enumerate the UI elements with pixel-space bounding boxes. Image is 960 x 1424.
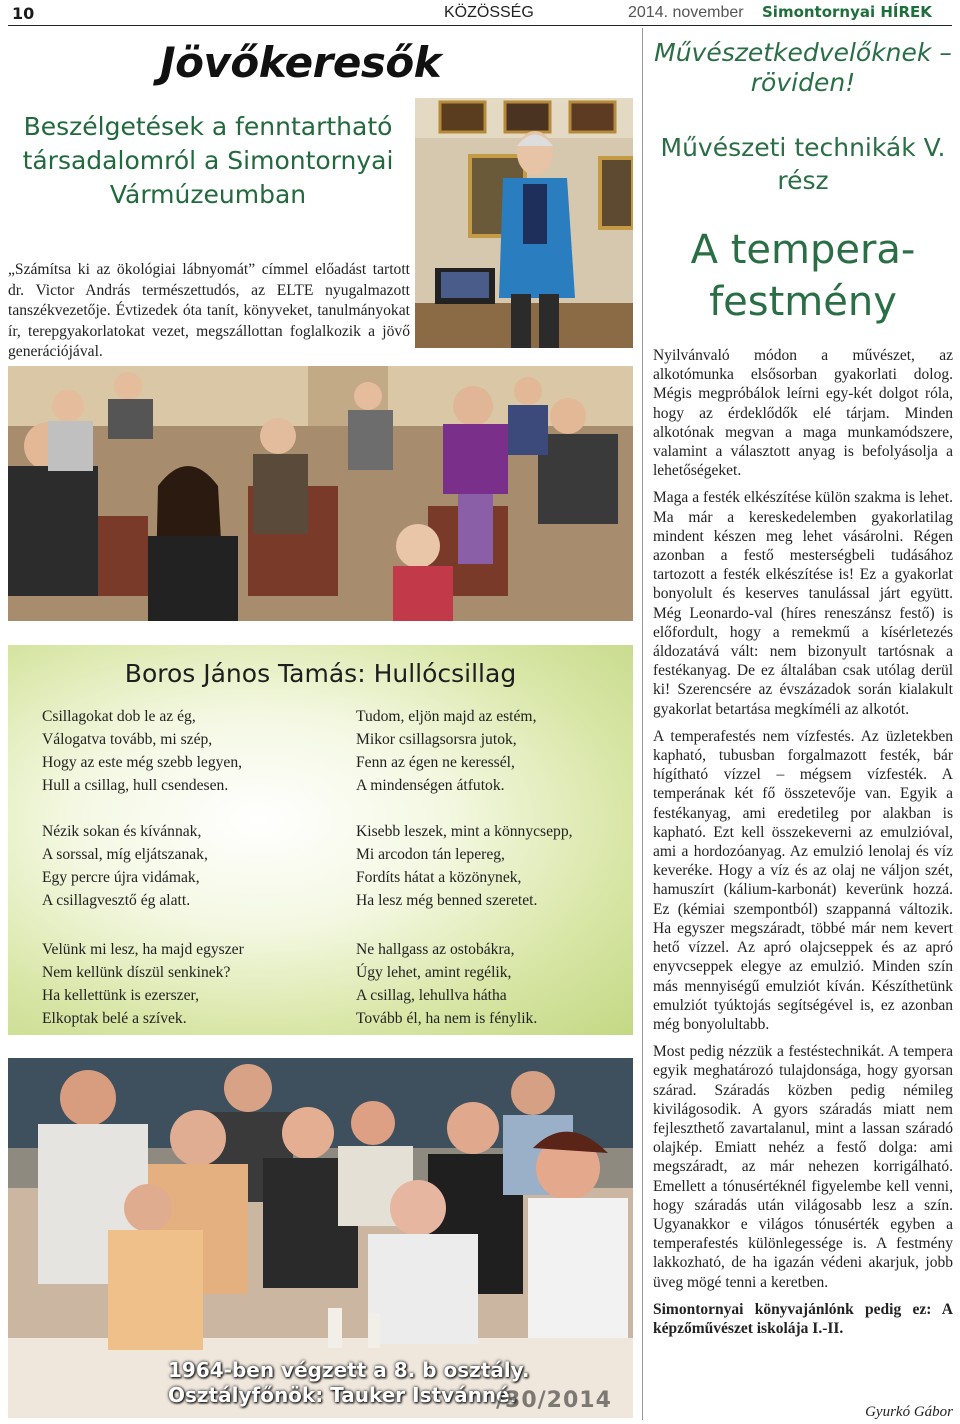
poem-line: Tudom, eljön majd az estém, xyxy=(356,708,537,725)
poem-stanza xyxy=(356,938,537,1030)
page-number: 10 xyxy=(12,4,35,23)
poem-stanza xyxy=(356,705,536,797)
poem-line: Elkoptak belé a szívek. xyxy=(42,1010,187,1027)
poem-line: A sorssal, míg eljátszanak, xyxy=(42,846,208,863)
art-body xyxy=(653,346,953,1346)
page-header xyxy=(8,0,952,26)
issue-date: 2014. november xyxy=(628,4,744,21)
caption-line: Osztályfőnök: Tauker Istvánné. xyxy=(168,1383,518,1407)
author-name: Gyurkó Gábor xyxy=(865,1404,953,1420)
poem-line: Hogy az este még szebb legyen, xyxy=(42,754,243,771)
class-reunion-photo xyxy=(8,1058,633,1418)
poem-line: A csillagvesztő ég alatt. xyxy=(42,892,191,909)
poem-line: Ha lesz még benned szeretet. xyxy=(356,892,538,909)
poem-line: Mikor csillagsorsra jutok, xyxy=(356,731,517,748)
poem-line: Csillagokat dob le az ég, xyxy=(42,708,196,725)
art-title: A tempera-festmény xyxy=(690,227,916,325)
lecturer-photo-drawing xyxy=(415,98,633,348)
poem-line: Velünk mi lesz, ha majd egyszer xyxy=(42,941,244,958)
poem-line: Fordíts hátat a közönynek, xyxy=(356,869,522,886)
article-subtitle: Beszélgetések a fenntartható társadalomról a Simontornyai Vármúzeumban xyxy=(22,112,394,209)
column-divider xyxy=(642,28,643,1420)
poem-stanza xyxy=(356,820,573,912)
poem-line: Tovább él, ha nem is fénylik. xyxy=(356,1010,538,1027)
book-recommendation: Simontornyai könyvajánlónk pedig ez: A képzőművészet iskolája I.-II. xyxy=(653,1300,953,1337)
class-photo-caption xyxy=(168,1358,529,1408)
poem-stanza xyxy=(42,705,242,797)
poem-stanza xyxy=(42,938,244,1030)
poem-line: Válogatva tovább, mi szép, xyxy=(42,731,213,748)
poem-line: Nem kellünk díszül senkinek? xyxy=(42,964,231,981)
art-kicker: Művészetkedvelőknek – röviden! xyxy=(654,38,952,97)
art-series: Művészeti technikák V. rész xyxy=(660,133,946,195)
lecturer-photo xyxy=(415,98,633,348)
poem-line: Mi arcodon tán lepereg, xyxy=(356,846,505,863)
poem-line: Ne hallgass az ostobákra, xyxy=(356,941,515,958)
art-paragraph: A temperafestés nem vízfestés. Az üzletekben kapható, tubusban forgalmazott festék, bár hígítható vízzel – mégsem vízfesték. A temperának két fő összetevője van. Egyik a festékanyag, ami eredetileg por alakban is kapható. Ezt kell összekeverni az emulzióval, ami a hordozóanyag. Az emulzió lenolaj és víz keveréke. Hogy a víz és az olaj ne váljon szét, hamuszírt (kálium-karbonát) keverünk hozzá. Ez (kémiai szempontból) szappanná változik. Ha egyszer megszáradt, többé már nem kevert hető vízzel. Az apró olajcseppek és az apró enyvcseppek elegye az emulzió. Minden szín más mennyiségű emulziót kíván. Készíthetünk emulziót tyúktojás segítségével is, ez azonban még bonyolultabb. xyxy=(653,727,953,1033)
art-paragraph: Nyilvánvaló módon a művészet, az alkotómunka elsősorban gyakorlati dolog. Mégis megpróbálok leírni egy-két dolgot róla, hogy az érdeklődők elé tárjam. Minden alkotónak megvan a maga munkamódszere, valamint a választott anyag is befolyásolja a lehetőségeket. xyxy=(653,347,953,480)
poem-line: Egy percre újra vidámak, xyxy=(42,869,200,886)
poem-title: Boros János Tamás: Hullócsillag xyxy=(124,659,517,688)
poem-line: A mindenségen átfutok. xyxy=(356,777,505,794)
section-name: KÖZÖSSÉG xyxy=(444,4,534,21)
article-lead: „Számítsa ki az ökológiai lábnyomát” címmel előadást tartott dr. Victor András természettudós, az ELTE nyugalmazott tanszékvezetője. Évtizedek óta tanít, könyveket, tanulmányokat ír, terepgyakorlatokat vezet, megszállottan foglalkozik a jövő generációjával. xyxy=(8,261,410,360)
photo-date-stamp: /30/2014 xyxy=(496,1388,612,1413)
poem-line: Nézik sokan és kívánnak, xyxy=(42,823,202,840)
poem-line: Fenn az égen ne keressél, xyxy=(356,754,515,771)
audience-photo xyxy=(8,366,633,621)
audience-photo-drawing xyxy=(8,366,633,621)
poem-line: Hull a csillag, hull csendesen. xyxy=(42,777,229,794)
poem-line: Ha kellettünk is ezerszer, xyxy=(42,987,199,1004)
art-paragraph: Maga a festék elkészítése külön szakma is lehet. Ma már a kereskedelemben gyakorlatilag mindent készen meg lehet vásárolni. Régen azonban a festő mesterségbeli tudásához tartozott a festék elkészítése is! Ez a gyakorlat bonyolult és keserves tanulással járt együtt. Még Leonardo-val (híres reneszánsz festő) is előfordult, hogy a remekmű a kísérletezés áldozatává vált: nem bizonyult tartósnak a festékanyag. De ez általában csak utólag derül ki! Szerencsére az évszázadok során kialakult gyakorlat betartása megkíméli az alkotót. xyxy=(653,489,953,718)
poem-box xyxy=(8,645,633,1035)
poem-stanza xyxy=(42,820,208,912)
article-title: Jövőkeresők xyxy=(160,38,442,87)
poem-line: Kisebb leszek, mint a könnycsepp, xyxy=(356,823,573,840)
caption-line: 1964-ben végzett a 8. b osztály. xyxy=(168,1358,530,1382)
art-paragraph: Most pedig nézzük a festéstechnikát. A tempera egyik meghatározó tulajdonsága, hogy gyorsan szárad. Száradás közben pedig némileg kivilágosodik. A gyors száradás miatt nem fejleszthető zavartalanul, mint a lassan száradó olajkép. Emiatt nehéz a festő dolga: ami megszáradt, az már nehezen korrigálható. Emellett a tónusértéknél figyelembe kell venni, hogy száradás után világosabb lesz a szín. Ugyanakkor e világos tónusérték egyben a temperafestés különlegessége is. A festmény lakkozható, de ha igazán védeni akarjuk, jobb üveg mögé tenni a keretben. xyxy=(653,1043,953,1291)
poem-line: A csillag, lehullva hátha xyxy=(356,987,507,1004)
poem-line: Úgy lehet, amint regélik, xyxy=(356,964,512,981)
paper-name: Simontornyai HÍREK xyxy=(762,3,932,21)
